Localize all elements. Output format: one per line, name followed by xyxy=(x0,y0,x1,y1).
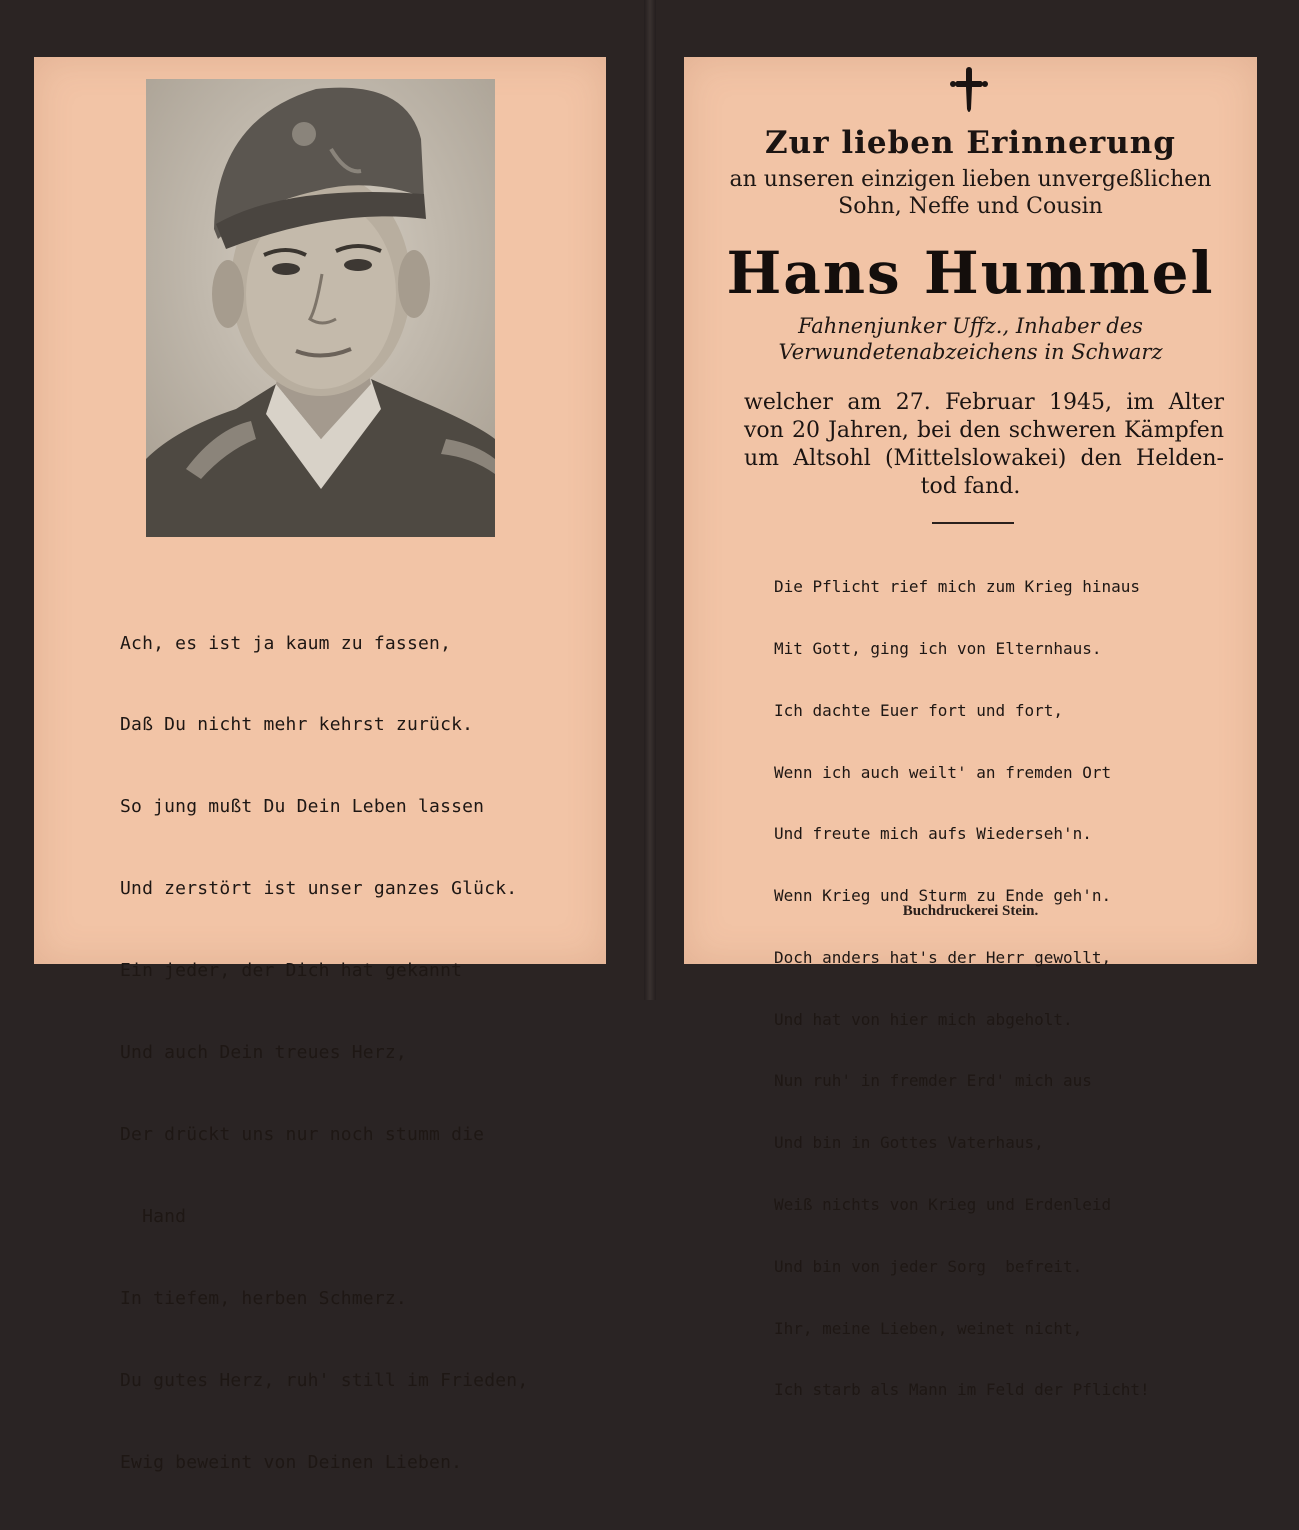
poem-line: Daß Du nicht mehr kehrst zurück. xyxy=(120,714,474,736)
poem-line: Der drückt uns nur noch stumm die xyxy=(120,1123,485,1145)
soldier-portrait-icon xyxy=(146,79,495,537)
poem-line: So jung mußt Du Dein Leben lassen xyxy=(120,796,485,818)
printer-credit: Buchdruckerei Stein. xyxy=(902,903,1039,919)
dedication-line: Sohn, Neffe und Cousin xyxy=(838,194,1103,219)
poem-line: Und freute mich aufs Wiederseh'n. xyxy=(774,824,1092,844)
poem-line: Wenn ich auch weilt' an fremden Ort xyxy=(774,762,1112,782)
poem-line: Ach, es ist ja kaum zu fassen, xyxy=(120,632,452,654)
poem-line: In tiefem, herben Schmerz. xyxy=(120,1287,407,1309)
deceased-name: Hans Hummel xyxy=(726,239,1215,307)
poem-line: Ich starb als Mann im Feld der Pflicht! xyxy=(774,1380,1150,1400)
portrait-photo xyxy=(146,79,495,537)
poem-line: Und bin von jeder Sorg befreit. xyxy=(774,1256,1083,1276)
poem-line: Ihr, meine Lieben, weinet nicht, xyxy=(774,1318,1083,1338)
death-notice-line: von 20 Jahren, bei den schweren Kämpfen xyxy=(744,418,1224,443)
rank-line: Verwundetenabzeichens in Schwarz xyxy=(778,340,1163,364)
poem-line: Ewig beweint von Deinen Lieben. xyxy=(120,1451,463,1473)
right-panel xyxy=(684,57,1257,1400)
card-fold xyxy=(644,0,656,1000)
poem-line: Mit Gott, ging ich von Elternhaus. xyxy=(774,638,1102,658)
poem-line: Wenn Krieg und Sturm zu Ende geh'n. xyxy=(774,886,1112,906)
death-notice-line: welcher am 27. Februar 1945, im Alter xyxy=(744,390,1224,415)
left-poem xyxy=(120,575,570,1530)
divider xyxy=(932,522,1014,524)
poem-line: Und hat von hier mich abgeholt. xyxy=(774,1009,1073,1029)
rank-line: Fahnenjunker Uffz., Inhaber des xyxy=(798,314,1143,338)
poem-line: Du gutes Herz, ruh' still im Frieden, xyxy=(120,1369,529,1391)
poem-line: Die Pflicht rief mich zum Krieg hinaus xyxy=(774,577,1141,597)
right-poem xyxy=(774,536,1214,1442)
dedication-line: an unseren einzigen lieben unvergeßlichen xyxy=(729,167,1212,192)
poem-line: Ein jeder, der Dich hat gekannt xyxy=(120,960,463,982)
poem-line: Und zerstört ist unser ganzes Glück. xyxy=(120,878,518,900)
cross-icon xyxy=(949,67,989,117)
heading: Zur lieben Erinnerung xyxy=(765,125,1176,161)
poem-line: Weiß nichts von Krieg und Erdenleid xyxy=(774,1195,1112,1214)
poem-line: Ich dachte Euer fort und fort, xyxy=(774,700,1063,720)
left-panel xyxy=(34,57,606,1473)
poem-line: Hand xyxy=(120,1205,187,1227)
poem-line: Nun ruh' in fremder Erd' mich aus xyxy=(774,1071,1092,1091)
poem-line: Und bin in Gottes Vaterhaus, xyxy=(774,1133,1044,1153)
death-notice-line: tod fand. xyxy=(920,474,1021,499)
death-notice-line: um Altsohl (Mittelslowakei) den Helden- xyxy=(744,446,1224,471)
poem-line: Doch anders hat's der Herr gewollt, xyxy=(774,947,1112,967)
poem-line: Und auch Dein treues Herz, xyxy=(120,1042,407,1064)
